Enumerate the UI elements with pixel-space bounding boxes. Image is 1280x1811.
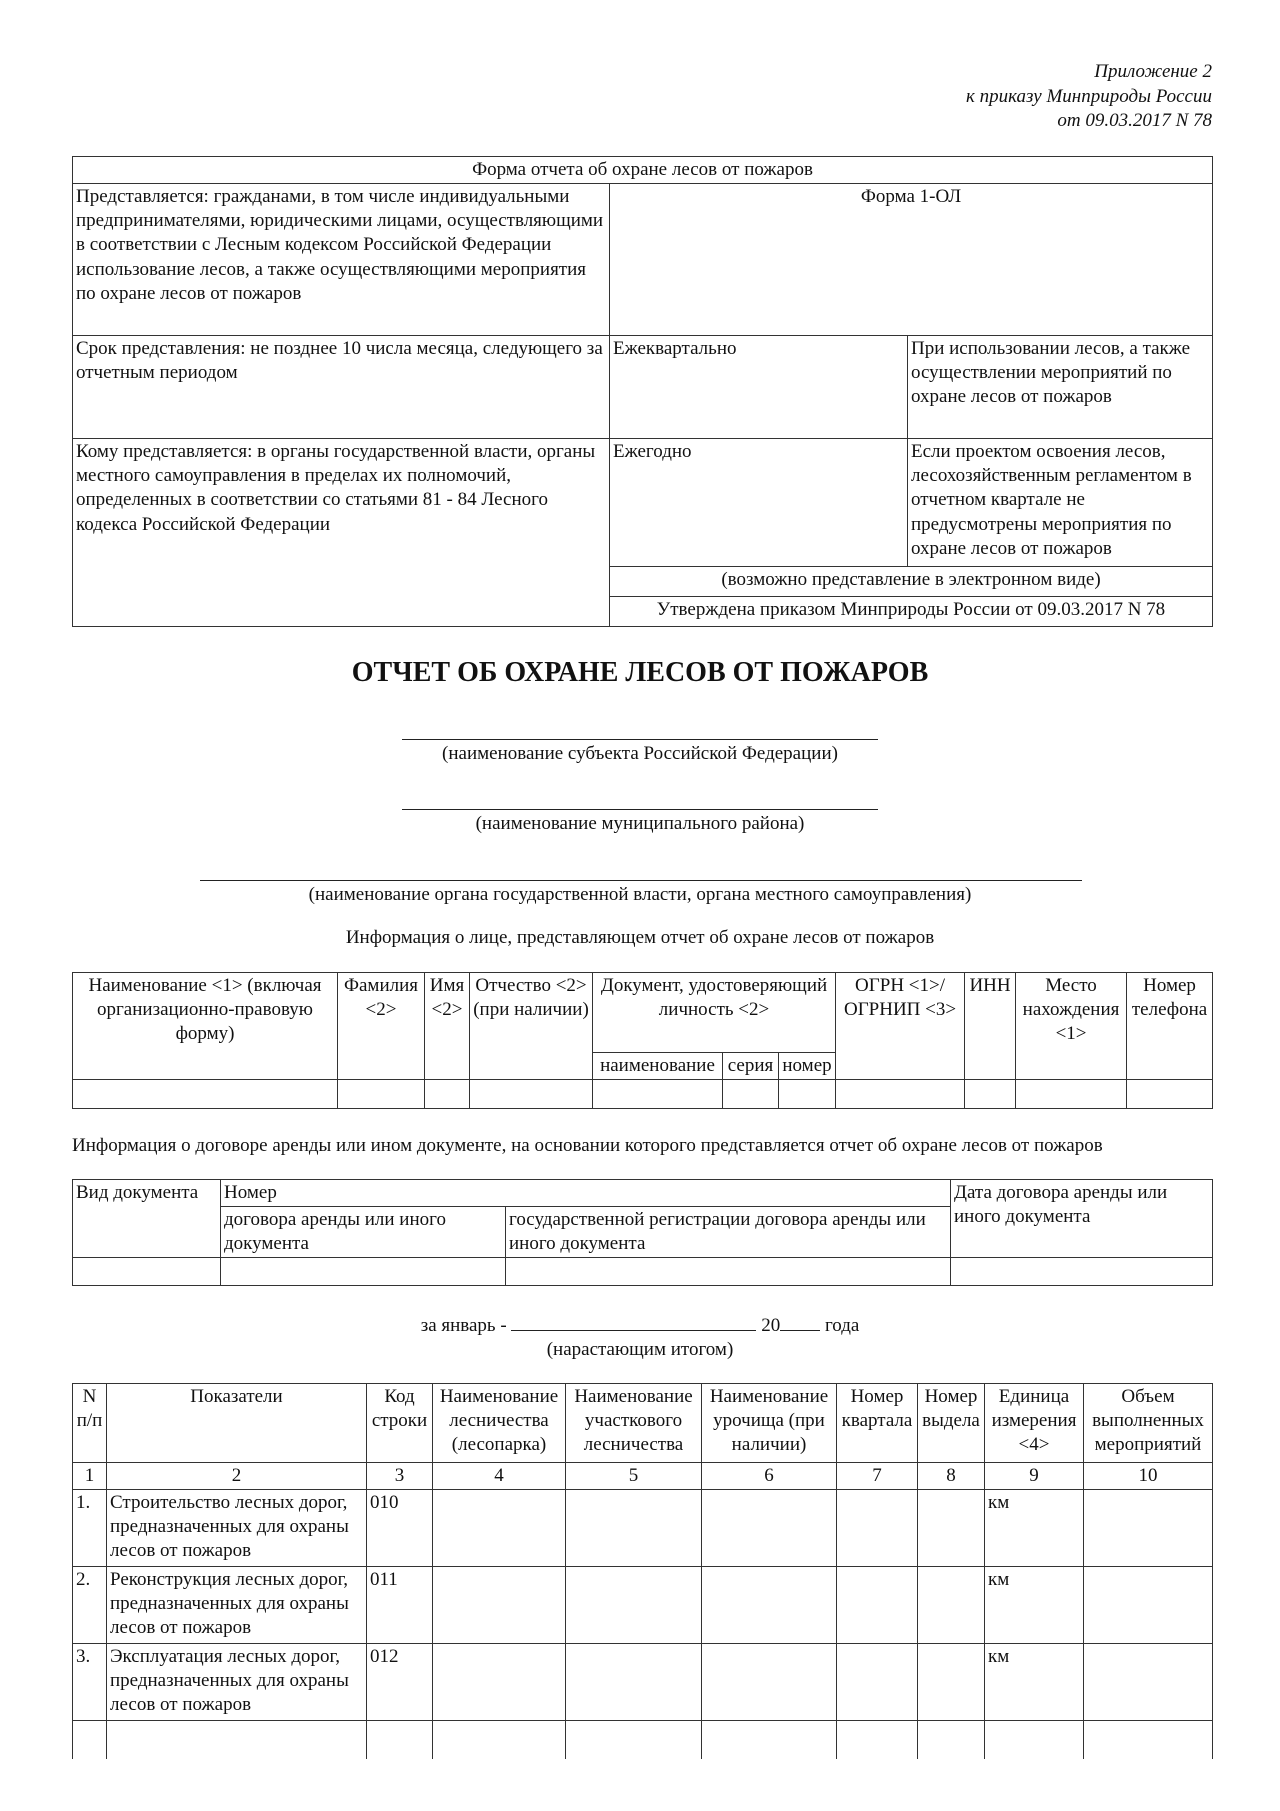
period-suffix: года — [824, 1315, 860, 1336]
hdr-unit: Единица измерения <4> — [985, 1384, 1084, 1463]
empty-cell — [1127, 1080, 1213, 1109]
col-lease-number: договора аренды или иного документа — [221, 1207, 506, 1258]
row-code: 011 — [367, 1567, 433, 1644]
year-blank — [780, 1314, 820, 1331]
col-patronymic: Отчество <2> (при наличии) — [470, 973, 593, 1080]
empty-cell — [433, 1490, 566, 1567]
hdr-tract: Наименование урочища (при наличии) — [702, 1384, 837, 1463]
empty-cell — [837, 1490, 918, 1567]
empty-cell — [837, 1644, 918, 1721]
col-first-name: Имя <2> — [425, 973, 470, 1080]
empty-cell — [918, 1490, 985, 1567]
reporting-period — [0, 1314, 1280, 1362]
empty-cell — [918, 1567, 985, 1644]
row-num: 1. — [73, 1490, 107, 1567]
person-info-caption: Информация о лице, представляющем отчет об охране лесов от пожаров — [345, 927, 935, 948]
district-blank-line — [402, 809, 878, 810]
row-code: 012 — [367, 1644, 433, 1721]
col-doc-type: Вид документа — [73, 1180, 221, 1258]
form-title: Форма отчета об охране лесов от пожаров — [73, 157, 1213, 184]
contract-info-caption: Информация о договоре аренды или ином документе, на основании которого представляется отчет об охране лесов от пожаров — [72, 1135, 1103, 1156]
empty-cell — [918, 1644, 985, 1721]
deadline: Срок представления: не позднее 10 числа месяца, следующего за отчетным периодом — [73, 336, 610, 439]
approved-note: Утверждена приказом Минприроды России от 09.03.2017 N 78 — [610, 597, 1213, 627]
table-row-cut — [73, 1721, 1213, 1759]
header-row — [73, 1384, 1213, 1463]
col-number-cell: 1 — [73, 1463, 107, 1490]
col-doc-series: серия — [723, 1053, 779, 1080]
empty-cell — [836, 1080, 965, 1109]
authority-caption: (наименование органа государственной власти, органа местного самоуправления) — [308, 884, 972, 905]
col-contract-date: Дата договора аренды или иного документа — [951, 1180, 1213, 1258]
empty-cell — [1016, 1080, 1127, 1109]
empty-cell — [73, 1080, 338, 1109]
row-indicator: Эксплуатация лесных дорог, предназначенных для охраны лесов от пожаров — [107, 1644, 367, 1721]
empty-cell — [470, 1080, 593, 1109]
col-number-cell: 8 — [918, 1463, 985, 1490]
col-number-cell: 6 — [702, 1463, 837, 1490]
col-surname: Фамилия <2> — [338, 973, 425, 1080]
empty-cell — [367, 1721, 433, 1759]
appendix-line-1: Приложение 2 — [1094, 61, 1212, 82]
table-row — [73, 1490, 1213, 1567]
row-code: 010 — [367, 1490, 433, 1567]
empty-cell — [425, 1080, 470, 1109]
empty-cell — [1084, 1644, 1213, 1721]
district-caption: (наименование муниципального района) — [475, 813, 805, 834]
form-header-table — [72, 156, 1213, 627]
row-unit: км — [985, 1490, 1084, 1567]
empty-cell — [593, 1080, 723, 1109]
col-doc-name: наименование — [593, 1053, 723, 1080]
contract-info-table — [72, 1179, 1213, 1286]
row-indicator: Реконструкция лесных дорог, предназначенных для охраны лесов от пожаров — [107, 1567, 367, 1644]
empty-cell — [837, 1721, 918, 1759]
col-number: Номер — [221, 1180, 951, 1207]
hdr-indicator: Показатели — [107, 1384, 367, 1463]
col-location: Место нахождения <1> — [1016, 973, 1127, 1080]
empty-cell — [779, 1080, 836, 1109]
form-code: Форма 1-ОЛ — [610, 184, 1213, 336]
col-registration-number: государственной регистрации договора аренды или иного документа — [506, 1207, 951, 1258]
authority-blank-line — [200, 880, 1082, 881]
empty-cell — [723, 1080, 779, 1109]
row-unit: км — [985, 1644, 1084, 1721]
empty-cell — [837, 1567, 918, 1644]
col-number-cell: 9 — [985, 1463, 1084, 1490]
empty-cell — [73, 1258, 221, 1286]
period-prefix: за январь - — [420, 1315, 507, 1336]
col-doc-number: номер — [779, 1053, 836, 1080]
col-number-cell: 3 — [367, 1463, 433, 1490]
col-number-cell: 10 — [1084, 1463, 1213, 1490]
submitted-by: Представляется: гражданами, в том числе индивидуальными предпринимателями, юридическими лицами, осуществляющими в соответствии с Лесным кодексом Российской Федерации использование лесов, а также осуществляющими мероприятия по охране лесов от пожаров — [73, 184, 610, 336]
frequency-yearly-note: Если проектом освоения лесов, лесохозяйственным регламентом в отчетном квартале не предусмотрены мероприятия по охране лесов от пожаров — [908, 439, 1213, 567]
col-phone: Номер телефона — [1127, 973, 1213, 1080]
empty-cell — [566, 1567, 702, 1644]
empty-cell — [566, 1490, 702, 1567]
subject-blank-line — [402, 739, 878, 740]
hdr-num: N п/п — [73, 1384, 107, 1463]
appendix-note — [966, 60, 1212, 134]
empty-cell — [702, 1567, 837, 1644]
col-number-cell: 7 — [837, 1463, 918, 1490]
month-blank — [511, 1314, 756, 1331]
period-line — [0, 1314, 1280, 1338]
frequency-quarterly: Ежеквартально — [610, 336, 908, 439]
empty-cell — [702, 1644, 837, 1721]
col-number-cell: 5 — [566, 1463, 702, 1490]
hdr-forestry: Наименование лесничества (лесопарка) — [433, 1384, 566, 1463]
frequency-yearly: Ежегодно — [610, 439, 908, 567]
empty-cell — [433, 1644, 566, 1721]
person-info-table — [72, 972, 1213, 1109]
table-row — [73, 1567, 1213, 1644]
empty-cell — [1084, 1490, 1213, 1567]
hdr-volume: Объем выполненных мероприятий — [1084, 1384, 1213, 1463]
hdr-quarter: Номер квартала — [837, 1384, 918, 1463]
empty-cell — [985, 1721, 1084, 1759]
hdr-district-forestry: Наименование участкового лесничества — [566, 1384, 702, 1463]
frequency-quarterly-note: При использовании лесов, а также осуществлении мероприятий по охране лесов от пожаров — [908, 336, 1213, 439]
empty-cell — [1084, 1721, 1213, 1759]
recipient: Кому представляется: в органы государственной власти, органы местного самоуправления в пределах их полномочий, определенных в соответствии со статьями 81 - 84 Лесного кодекса Российской Федерации — [73, 439, 610, 627]
empty-cell — [566, 1644, 702, 1721]
row-num: 3. — [73, 1644, 107, 1721]
empty-cell — [702, 1490, 837, 1567]
col-inn: ИНН — [965, 973, 1016, 1080]
empty-cell — [702, 1721, 837, 1759]
empty-cell — [221, 1258, 506, 1286]
empty-cell — [918, 1721, 985, 1759]
empty-cell — [506, 1258, 951, 1286]
contract-empty-row — [73, 1258, 1213, 1286]
col-name: Наименование <1> (включая организационно-правовую форму) — [73, 973, 338, 1080]
empty-cell — [73, 1721, 107, 1759]
col-ogrn: ОГРН <1>/ОГРНИП <3> — [836, 973, 965, 1080]
indicators-table — [72, 1383, 1213, 1759]
empty-cell — [433, 1721, 566, 1759]
empty-cell — [338, 1080, 425, 1109]
appendix-line-3: от 09.03.2017 N 78 — [1057, 110, 1212, 132]
empty-cell — [1084, 1567, 1213, 1644]
empty-cell — [951, 1258, 1213, 1286]
period-note: (нарастающим итогом) — [546, 1339, 734, 1361]
col-document: Документ, удостоверяющий личность <2> — [593, 973, 836, 1053]
person-empty-row — [73, 1080, 1213, 1109]
table-row — [73, 1644, 1213, 1721]
row-unit: км — [985, 1567, 1084, 1644]
empty-cell — [433, 1567, 566, 1644]
empty-cell — [965, 1080, 1016, 1109]
col-number-cell: 2 — [107, 1463, 367, 1490]
subject-caption: (наименование субъекта Российской Федерации) — [442, 743, 838, 764]
electronic-note: (возможно представление в электронном виде) — [610, 567, 1213, 597]
hdr-code: Код строки — [367, 1384, 433, 1463]
col-number-cell: 4 — [433, 1463, 566, 1490]
empty-cell — [566, 1721, 702, 1759]
row-indicator: Строительство лесных дорог, предназначенных для охраны лесов от пожаров — [107, 1490, 367, 1567]
hdr-section: Номер выдела — [918, 1384, 985, 1463]
row-num: 2. — [73, 1567, 107, 1644]
year-prefix: 20 — [761, 1315, 781, 1336]
report-title: ОТЧЕТ ОБ ОХРАНЕ ЛЕСОВ ОТ ПОЖАРОВ — [351, 657, 929, 688]
empty-cell — [107, 1721, 367, 1759]
appendix-line-2: к приказу Минприроды России — [965, 85, 1212, 107]
column-numbers-row — [73, 1463, 1213, 1490]
